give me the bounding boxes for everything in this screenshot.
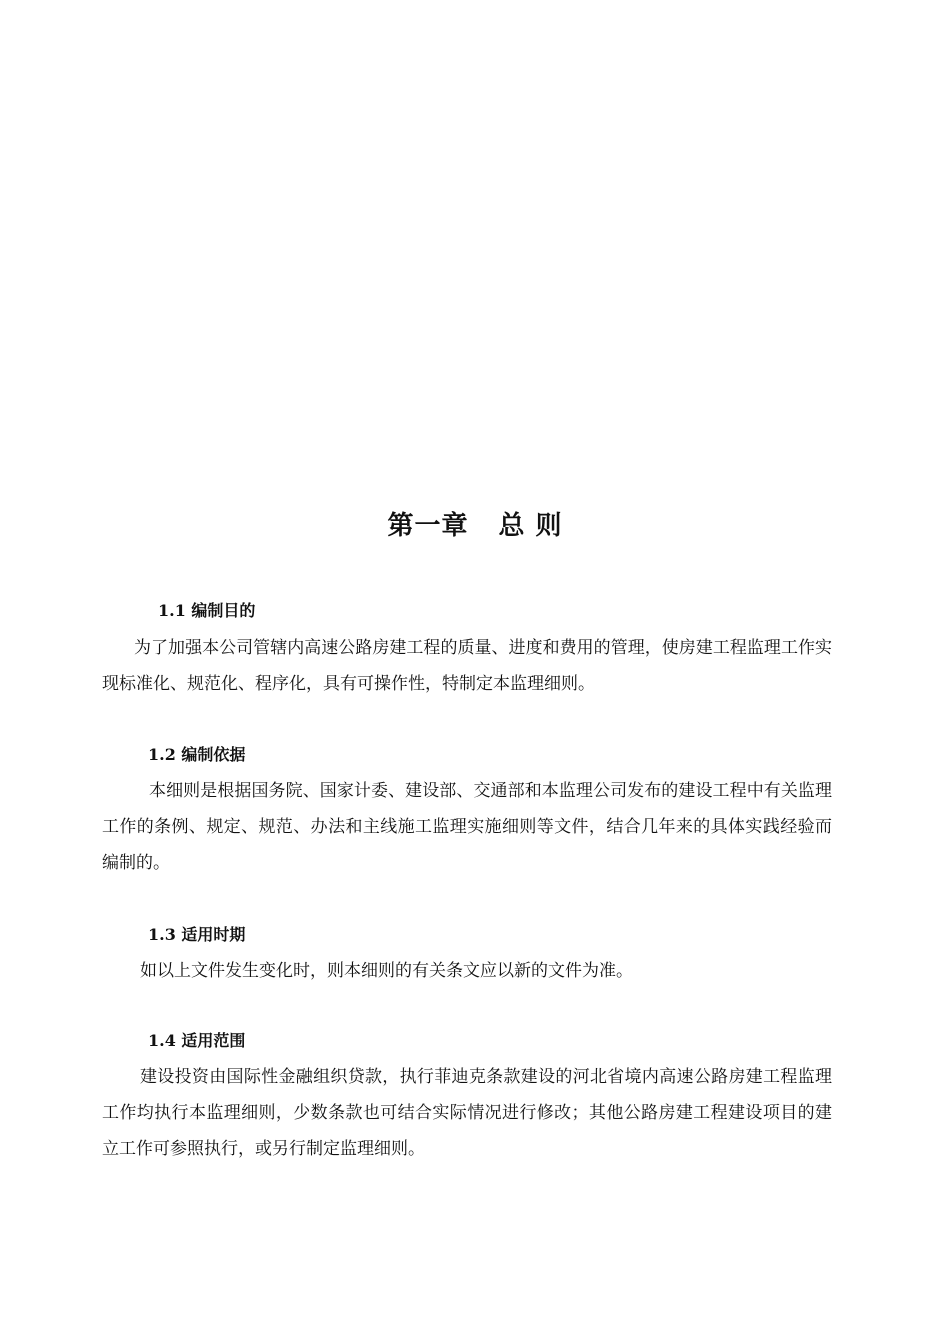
section-body: 为了加强本公司管辖内高速公路房建工程的质量、进度和费用的管理，使房建工程监理工作实现标准化、规范化、程序化，具有可操作性，特制定本监理细则。 bbox=[102, 638, 832, 694]
section-body: 建设投资由国际性金融组织贷款，执行菲迪克条款建设的河北省境内高速公路房建工程监理工作均执行本监理细则，少数条款也可结合实际情况进行修改；其他公路房建工程建设项目的建立工作可参照执行，或另行制定监理细则。 bbox=[102, 1067, 832, 1159]
section-body: 本细则是根据国务院、国家计委、建设部、交通部和本监理公司发布的建设工程中有关监理工作的条例、规定、规范、办法和主线施工监理实施细则等文件，结合几年来的具体实践经验而编制的。 bbox=[102, 781, 832, 873]
chapter-title bbox=[0, 506, 950, 546]
section-heading: 1.1 编制目的 bbox=[158, 601, 256, 620]
section-heading: 1.2 编制依据 bbox=[148, 745, 246, 764]
section-heading: 1.3 适用时期 bbox=[148, 925, 246, 944]
chapter-number: 第一章 bbox=[387, 511, 469, 541]
chapter-name: 总 则 bbox=[498, 511, 563, 541]
section-body: 如以上文件发生变化时，则本细则的有关条文应以新的文件为准。 bbox=[140, 961, 633, 981]
section-heading: 1.4 适用范围 bbox=[148, 1031, 246, 1050]
